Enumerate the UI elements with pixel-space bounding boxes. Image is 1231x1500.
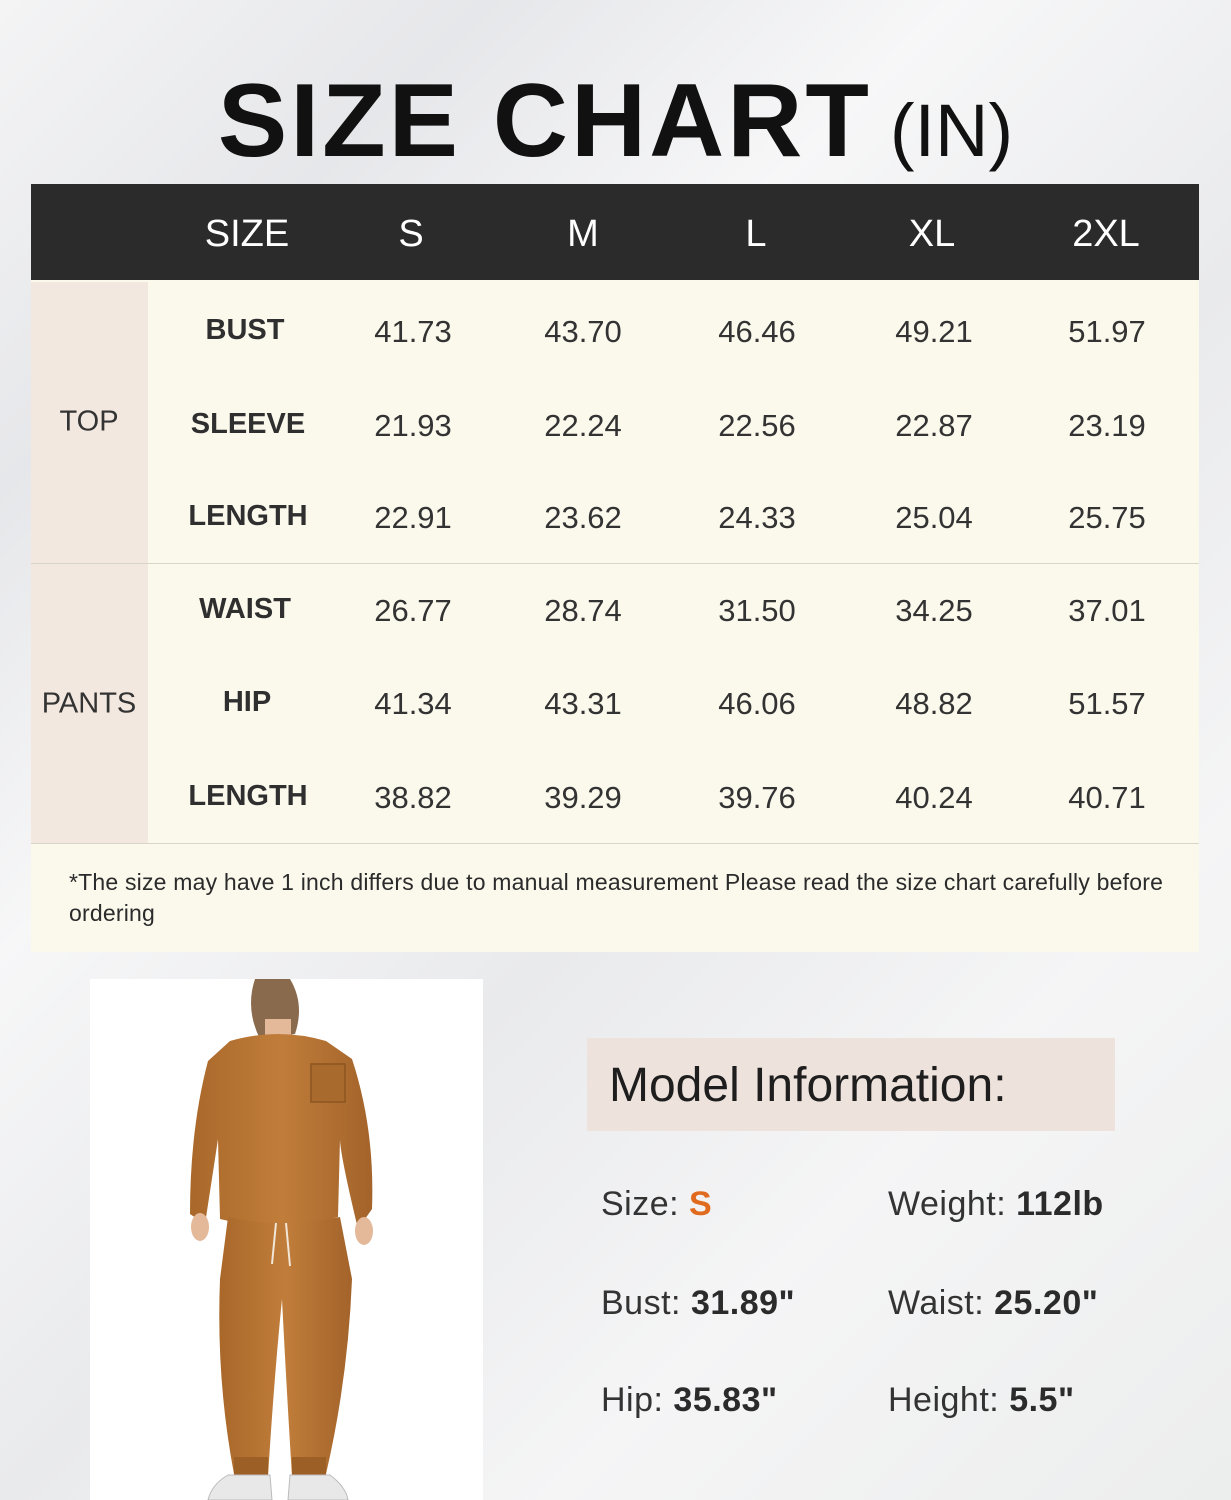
cell-value: 21.93 <box>374 408 452 443</box>
model-hip-label: Hip: <box>601 1381 664 1419</box>
cell-value: 39.76 <box>718 780 796 815</box>
cell-value: 31.50 <box>718 593 796 628</box>
title-unit: (IN) <box>889 89 1014 172</box>
cell-value: 41.73 <box>374 314 452 349</box>
model-waist <box>888 1284 1098 1323</box>
header-xl: XL <box>908 213 956 255</box>
cell-value: 39.29 <box>544 780 622 815</box>
cell-value: 22.87 <box>895 408 973 443</box>
model-height-value: 5.5" <box>1009 1381 1075 1419</box>
table-header-row <box>31 184 1199 280</box>
header-2xl: 2XL <box>1072 213 1140 255</box>
model-illustration <box>90 979 483 1500</box>
model-hip <box>601 1381 778 1420</box>
row-label: SLEEVE <box>190 408 306 440</box>
cell-value: 28.74 <box>544 593 622 628</box>
cell-value: 51.97 <box>1068 314 1146 349</box>
header-size: SIZE <box>204 213 290 255</box>
size-chart-table <box>31 184 1199 952</box>
model-weight-label: Weight: <box>888 1185 1007 1223</box>
cell-value: 23.62 <box>544 500 622 535</box>
cell-value: 41.34 <box>374 686 452 721</box>
cell-value: 48.82 <box>895 686 973 721</box>
measurement-note: *The size may have 1 inch differs due to manual measurement Please read the size chart carefully before ordering <box>69 869 1164 926</box>
model-hip-value: 35.83" <box>673 1381 778 1419</box>
model-height <box>888 1381 1075 1420</box>
cell-value: 46.06 <box>718 686 796 721</box>
page-title <box>0 62 1231 181</box>
cell-value: 40.71 <box>1068 780 1146 815</box>
cell-value: 51.57 <box>1068 686 1146 721</box>
model-photo <box>90 979 483 1500</box>
row-label: LENGTH <box>188 500 308 532</box>
model-bust <box>601 1284 795 1323</box>
cell-value: 24.33 <box>718 500 796 535</box>
header-s: S <box>398 213 424 255</box>
model-weight-value: 112lb <box>1016 1185 1104 1223</box>
cell-value: 49.21 <box>895 314 973 349</box>
cell-value: 37.01 <box>1068 593 1146 628</box>
cell-value: 26.77 <box>374 593 452 628</box>
cell-value: 34.25 <box>895 593 973 628</box>
cell-value: 22.56 <box>718 408 796 443</box>
title-main: SIZE CHART <box>217 63 872 179</box>
cell-value: 25.75 <box>1068 500 1146 535</box>
model-size-value: S <box>689 1185 713 1223</box>
model-bust-value: 31.89" <box>690 1284 796 1322</box>
cell-value: 46.46 <box>718 314 796 349</box>
group-cell-pants <box>31 564 148 843</box>
row-label: BUST <box>205 314 285 346</box>
row-label: WAIST <box>199 593 291 625</box>
group-cell-top <box>31 282 148 563</box>
group-label-top: TOP <box>59 405 119 438</box>
header-m: M <box>567 213 599 255</box>
cell-value: 22.24 <box>544 408 622 443</box>
note-divider <box>31 843 1199 844</box>
group-label-pants: PANTS <box>41 687 137 720</box>
model-weight <box>888 1185 1104 1224</box>
cell-value: 43.70 <box>544 314 622 349</box>
group-divider <box>31 563 1199 564</box>
model-bust-label: Bust: <box>601 1284 681 1322</box>
model-size-label: Size: <box>601 1185 680 1223</box>
row-label: HIP <box>222 686 272 718</box>
cell-value: 23.19 <box>1068 408 1146 443</box>
model-waist-label: Waist: <box>888 1284 985 1322</box>
model-size <box>601 1185 712 1224</box>
header-l: L <box>745 213 767 255</box>
cell-value: 22.91 <box>374 500 452 535</box>
model-info-heading: Model Information: <box>609 1059 1007 1112</box>
model-height-label: Height: <box>888 1381 1000 1419</box>
cell-value: 25.04 <box>895 500 973 535</box>
cell-value: 40.24 <box>895 780 973 815</box>
cell-value: 38.82 <box>374 780 452 815</box>
row-label: LENGTH <box>188 780 308 812</box>
model-info-heading-box <box>587 1038 1115 1131</box>
cell-value: 43.31 <box>544 686 622 721</box>
model-waist-value: 25.20" <box>994 1284 1099 1322</box>
